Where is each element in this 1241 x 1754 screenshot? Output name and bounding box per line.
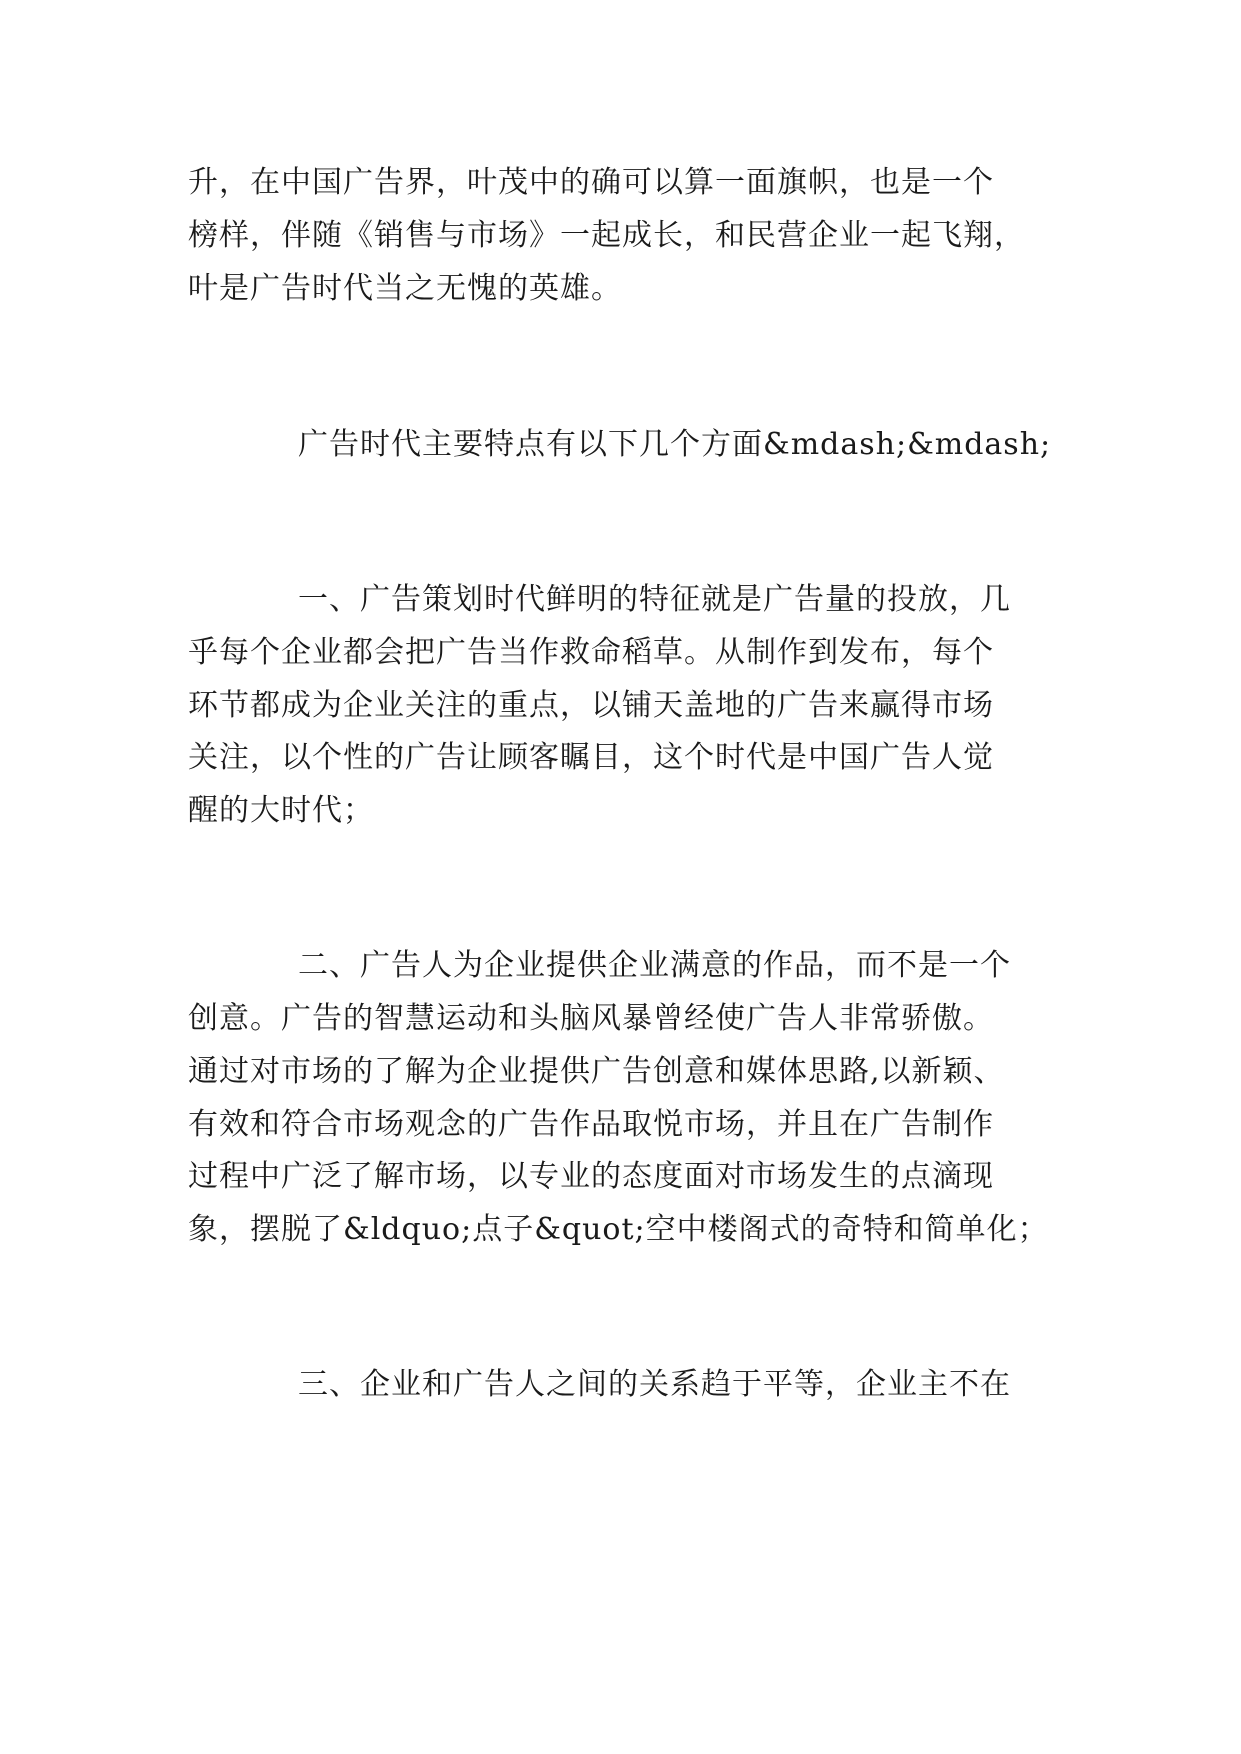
section-heading: 广告时代主要特点有以下几个方面&mdash;&mdash;: [298, 427, 1052, 462]
point3-line-1: 三、企业和广告人之间的关系趋于平等，企业主不在: [298, 1367, 1011, 1402]
point2-line-2: 创意。广告的智慧运动和头脑风暴曾经使广告人非常骄傲。: [188, 1001, 994, 1036]
intro-line-2: 榜样，伴随《销售与市场》一起成长，和民营企业一起飞翔，: [188, 218, 1025, 253]
intro-line-3: 叶是广告时代当之无愧的英雄。: [188, 271, 622, 306]
point1-line-3: 环节都成为企业关注的重点，以铺天盖地的广告来赢得市场: [188, 688, 994, 723]
point2-line-1: 二、广告人为企业提供企业满意的作品，而不是一个: [298, 948, 1011, 983]
point1-line-1: 一、广告策划时代鲜明的特征就是广告量的投放，几: [298, 582, 1011, 617]
intro-line-1: 升，在中国广告界，叶茂中的确可以算一面旗帜，也是一个: [188, 165, 994, 200]
point2-line-3: 通过对市场的了解为企业提供广告创意和媒体思路,以新颖、: [188, 1054, 1005, 1089]
point1-line-2: 乎每个企业都会把广告当作救命稻草。从制作到发布，每个: [188, 635, 994, 670]
point1-line-5: 醒的大时代；: [188, 793, 374, 828]
point2-line-4: 有效和符合市场观念的广告作品取悦市场，并且在广告制作: [188, 1107, 994, 1142]
point2-line-5: 过程中广泛了解市场，以专业的态度面对市场发生的点滴现: [188, 1159, 994, 1194]
point1-line-4: 关注，以个性的广告让顾客瞩目，这个时代是中国广告人觉: [188, 740, 994, 775]
point2-line-6: 象，摆脱了&ldquo;点子&quot;空中楼阁式的奇特和简单化；: [188, 1212, 1049, 1247]
